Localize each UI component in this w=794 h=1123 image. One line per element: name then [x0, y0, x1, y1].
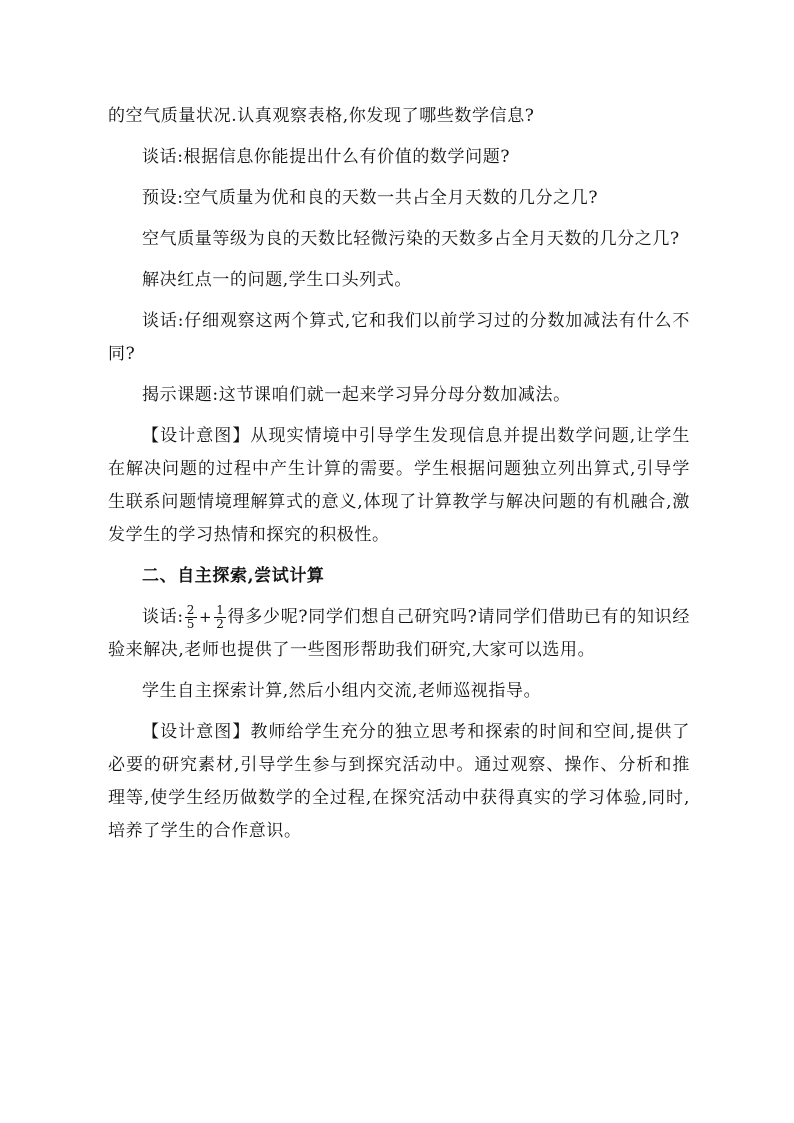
- paragraph-dialogue-compare: 谈话:仔细观察这两个算式,它和我们以前学习过的分数加减法有什么不同?: [108, 311, 690, 364]
- paragraph-design-intent-2: 【设计意图】教师给学生充分的独立思考和探索的时间和空间,提供了必要的研究素材,引导学生参与到探究活动中。通过观察、操作、分析和推理等,使学生经历做数学的全过程,在探究活动中获得真实的学习体验,同时,培养了学生的合作意识。: [108, 722, 690, 841]
- fraction-numerator: 2: [186, 603, 196, 617]
- paragraph-solve-red-dot: 解决红点一的问题,学生口头列式。: [142, 270, 413, 290]
- fraction-two-fifths: [185, 604, 197, 631]
- fraction-one-half: [214, 604, 226, 631]
- paragraph-design-intent-1: 【设计意图】从现实情境中引导学生发现信息并提出数学问题,让学生在解决问题的过程中产生计算的需要。学生根据问题独立列出算式,引导学生联系问题情境理解算式的意义,体现了计算教学与解决问题的有机融合,激发学生的学习热情和探究的积极性。: [108, 426, 690, 545]
- plus-operator: +: [199, 608, 213, 626]
- document-body: [108, 100, 690, 856]
- paragraph-preset-second-question: 空气质量等级为良的天数比轻微污染的天数多占全月天数的几分之几?: [142, 229, 680, 249]
- fraction-denominator: 5: [186, 617, 196, 631]
- fraction-denominator: 2: [216, 617, 225, 631]
- dialogue-suffix: 得多少呢?同学们想自己研究吗?请同学们借助已有的知识经验来解决,老师也提供了一些图形帮助我们研究,大家可以选用。: [108, 607, 690, 660]
- dialogue-prefix: 谈话:: [142, 607, 184, 627]
- paragraph-preset: 预设:空气质量为优和良的天数一共占全月天数的几分之几?: [142, 188, 599, 208]
- paragraph-reveal-topic: 揭示课题:这节课咱们就一起来学习异分母分数加减法。: [142, 385, 571, 405]
- paragraph-continuation: 的空气质量状况.认真观察表格,你发现了哪些数学信息?: [108, 106, 535, 126]
- paragraph-dialogue-question: 谈话:根据信息你能提出什么有价值的数学问题?: [142, 147, 511, 167]
- fraction-numerator: 1: [216, 603, 225, 617]
- paragraph-student-explore: 学生自主探索计算,然后小组内交流,老师巡视指导。: [142, 681, 542, 701]
- section-heading: 二、自主探索,尝试计算: [142, 566, 325, 586]
- paragraph-dialogue-fraction: [108, 601, 690, 667]
